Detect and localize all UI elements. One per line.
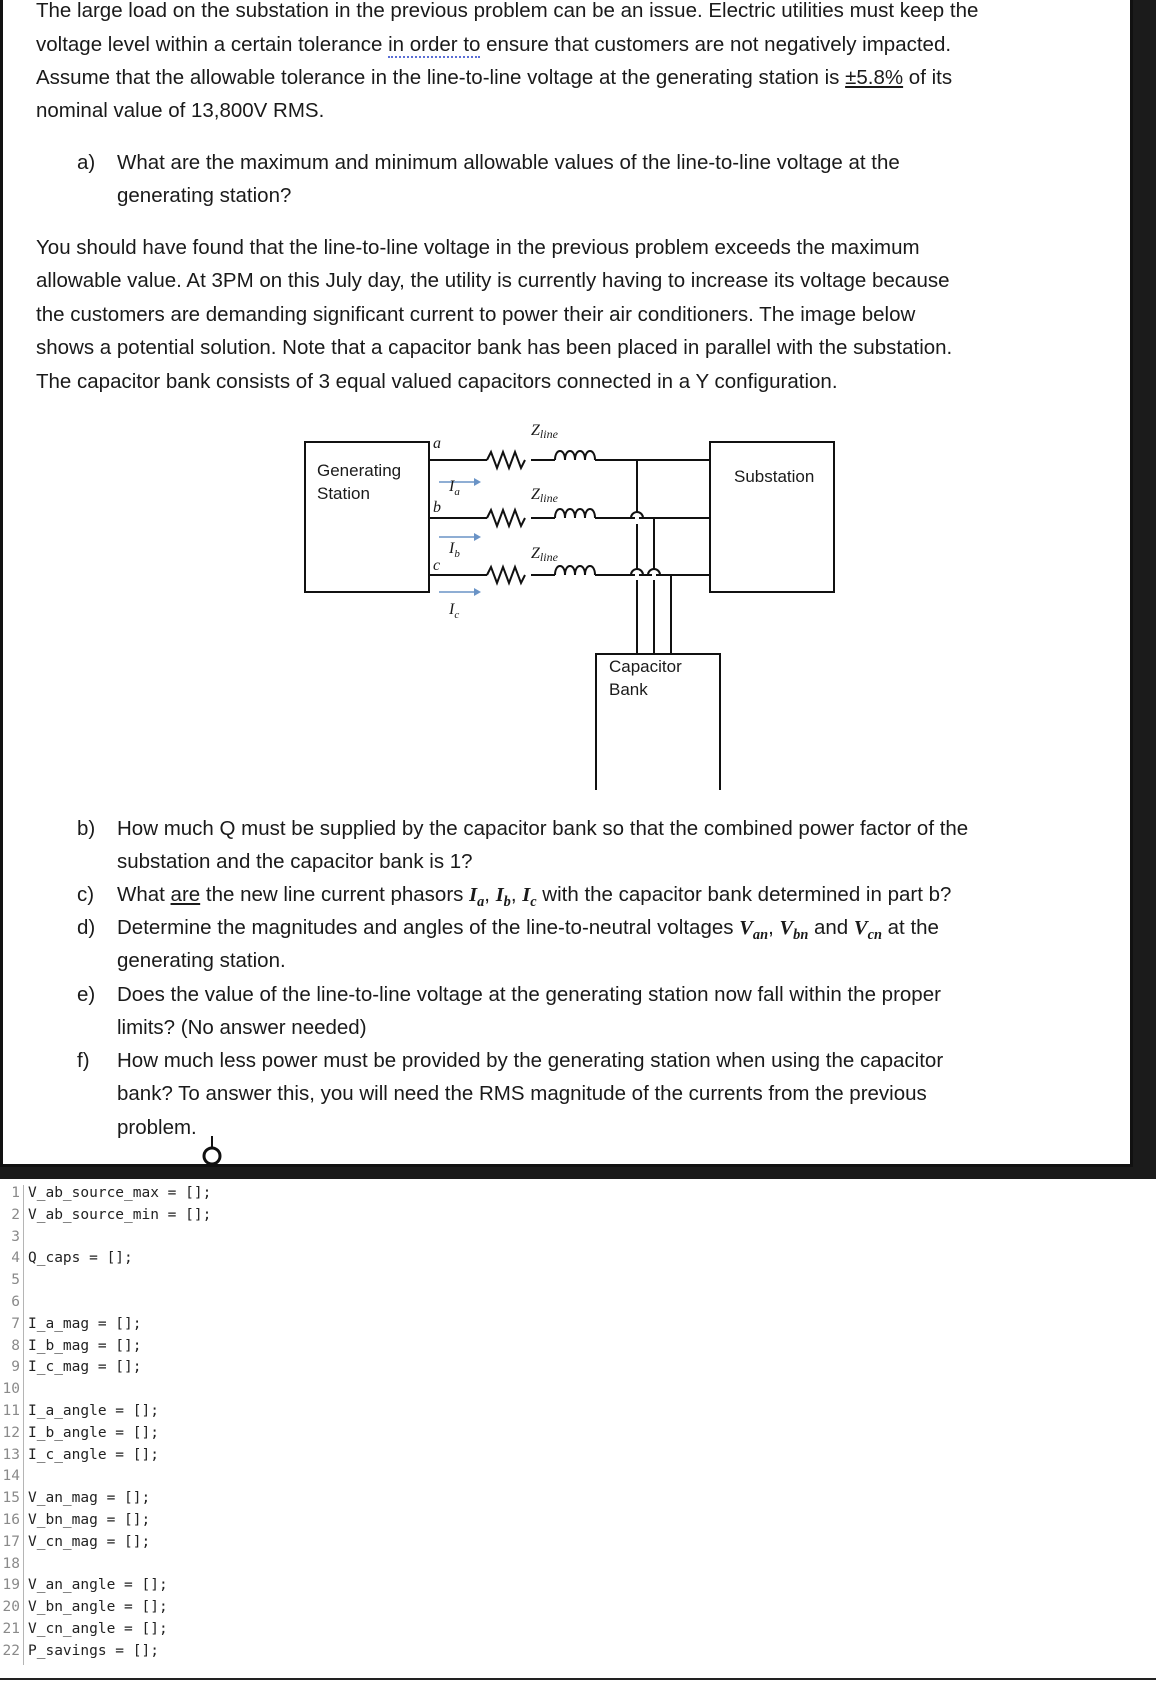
part-a <box>77 146 1077 216</box>
middle-line-2: allowable value. At 3PM on this July day, the utility is currently having to increase its voltage because <box>36 269 950 292</box>
part-f-line-1: How much less power must be provided by the generating station when using the capacitor <box>117 1049 944 1072</box>
substation-label: Substation <box>734 467 815 486</box>
intro-line-1: The large load on the substation in the previous problem can be an issue. Electric utilities must keep the <box>36 0 979 22</box>
current-label-b: $I_b$ <box>449 540 460 560</box>
right-border-bar <box>1133 0 1156 1167</box>
intro-line-4: nominal value of 13,800V RMS. <box>36 99 325 122</box>
part-c-label: c) <box>77 883 95 906</box>
resistor-b <box>487 510 525 526</box>
part-e-line-2: limits? (No answer needed) <box>117 1016 367 1039</box>
code-line[interactable]: I_a_mag = []; <box>28 1315 142 1332</box>
code-editor[interactable] <box>0 1179 1156 1687</box>
inductor-c <box>555 566 595 575</box>
z-line-label-a: Zline <box>531 422 558 441</box>
code-line[interactable]: V_bn_mag = []; <box>28 1512 151 1528</box>
resistor-a <box>487 452 525 468</box>
capacitor-label-1: Capacitor <box>609 657 682 676</box>
code-line[interactable]: I_a_angle = []; <box>28 1403 159 1419</box>
z-line-label-b: Zline <box>531 486 558 505</box>
code-line[interactable]: I_c_angle = []; <box>28 1446 159 1463</box>
part-e-line-1: Does the value of the line-to-line voltage at the generating station now fall within the proper <box>117 983 941 1006</box>
current-label-c: $I_c$ <box>449 601 460 621</box>
code-line[interactable]: I_b_mag = []; <box>28 1337 142 1354</box>
line-number: 18 <box>2 1555 20 1572</box>
intro-line-3 <box>36 61 952 95</box>
part-b <box>77 812 1117 882</box>
code-line[interactable]: V_bn_angle = []; <box>28 1599 168 1616</box>
line-number: 4 <box>11 1250 20 1267</box>
line-number: 20 <box>2 1599 20 1616</box>
part-d-line-2: generating station. <box>117 949 286 972</box>
inductor-a <box>555 451 595 460</box>
middle-line-1: You should have found that the line-to-line voltage in the previous problem exceeds the maximum <box>36 236 920 259</box>
part-c-text: What are the new line current phasors $I_a$, $I_b$, $I_c$ with the capacitor bank determined in part b? <box>117 883 952 911</box>
code-line[interactable]: I_c_mag = []; <box>28 1359 142 1376</box>
code-line[interactable]: V_ab_source_max = []; <box>28 1185 212 1201</box>
part-a-label: a) <box>77 151 96 174</box>
part-d-label: d) <box>77 916 96 939</box>
code-line[interactable]: V_an_mag = []; <box>28 1490 151 1507</box>
z-line-label-c: Zline <box>531 545 558 564</box>
part-f-line-3: problem. <box>117 1116 197 1139</box>
editor-bottom-border <box>0 1678 1156 1680</box>
part-f-label: f) <box>77 1049 90 1072</box>
middle-line-5: The capacitor bank consists of 3 equal valued capacitors connected in a Y configuration. <box>36 370 838 393</box>
line-number: 5 <box>11 1272 20 1289</box>
code-line[interactable]: Q_caps = []; <box>28 1250 133 1267</box>
node-b: b <box>433 499 441 516</box>
code-line[interactable]: I_b_angle = []; <box>28 1424 159 1441</box>
generating-label-1: Generating <box>317 461 402 480</box>
text-cursor-handle-icon[interactable] <box>198 1136 228 1166</box>
line-number: 19 <box>2 1577 20 1594</box>
line-number-gutter-divider <box>23 1185 24 1665</box>
code-line[interactable]: V_ab_source_min = []; <box>28 1206 212 1223</box>
intro-line-2-a: voltage level within a certain tolerance <box>36 33 389 56</box>
line-number: 15 <box>2 1490 20 1507</box>
substation-box <box>710 442 834 592</box>
line-number: 22 <box>2 1642 20 1659</box>
line-number: 8 <box>11 1337 20 1354</box>
part-e-label: e) <box>77 983 96 1006</box>
line-number: 21 <box>2 1621 20 1637</box>
part-f <box>77 1044 1117 1148</box>
generating-label-2: Station <box>317 484 370 503</box>
resistor-c <box>487 567 525 583</box>
part-f-line-2: bank? To answer this, you will need the RMS magnitude of the currents from the previous <box>117 1082 927 1105</box>
part-b-line-2: substation and the capacitor bank is 1? <box>117 850 473 873</box>
part-c <box>77 878 1117 914</box>
separator-strip <box>0 1167 1156 1179</box>
part-a-line-1: What are the maximum and minimum allowable values of the line-to-line voltage at the <box>117 151 900 174</box>
line-number: 10 <box>2 1381 20 1398</box>
middle-line-3: the customers are demanding significant current to power their air conditioners. The image below <box>36 303 916 326</box>
part-d <box>77 911 1117 981</box>
line-number: 1 <box>11 1185 20 1201</box>
line-number: 2 <box>11 1206 20 1223</box>
line-number: 3 <box>11 1228 20 1245</box>
line-number: 12 <box>2 1424 20 1441</box>
node-c: c <box>433 557 441 574</box>
line-number: 11 <box>2 1403 20 1419</box>
inductor-b <box>555 509 595 518</box>
code-line[interactable]: V_an_angle = []; <box>28 1577 168 1594</box>
part-e <box>77 978 1117 1048</box>
intro-line-3-c: of its <box>903 66 953 89</box>
intro-in-order-to: in order to <box>388 33 481 56</box>
intro-line-3-a: Assume that the allowable tolerance in the line-to-line voltage at the generating station is <box>36 66 846 89</box>
line-number: 6 <box>11 1294 20 1310</box>
code-line[interactable]: P_savings = []; <box>28 1642 159 1659</box>
intro-line-2 <box>36 28 951 62</box>
part-a-line-2: generating station? <box>117 184 292 207</box>
node-a: a <box>433 435 441 452</box>
line-number: 7 <box>11 1315 20 1332</box>
line-number: 14 <box>2 1468 20 1485</box>
current-label-a: $I_a$ <box>449 478 460 498</box>
line-number: 16 <box>2 1512 20 1528</box>
code-line[interactable]: V_cn_mag = []; <box>28 1533 151 1550</box>
middle-line-4: shows a potential solution. Note that a capacitor bank has been placed in parallel with the substation. <box>36 336 953 359</box>
line-number: 17 <box>2 1533 20 1550</box>
part-d-line-1: Determine the magnitudes and angles of the line-to-neutral voltages $V_{an}$, $V_{bn}$ and $V_{cn}$ at the <box>117 916 939 944</box>
part-b-line-1: How much Q must be supplied by the capacitor bank so that the combined power factor of the <box>117 817 969 840</box>
part-b-label: b) <box>77 817 96 840</box>
capacitor-label-2: Bank <box>609 680 648 699</box>
line-number: 13 <box>2 1446 20 1463</box>
tolerance-value: ±5.8% <box>845 66 904 89</box>
code-line[interactable]: V_cn_angle = []; <box>28 1621 168 1637</box>
line-number: 9 <box>11 1359 20 1376</box>
circuit-diagram <box>293 420 843 790</box>
intro-line-2-c: ensure that customers are not negatively impacted. <box>480 33 952 56</box>
